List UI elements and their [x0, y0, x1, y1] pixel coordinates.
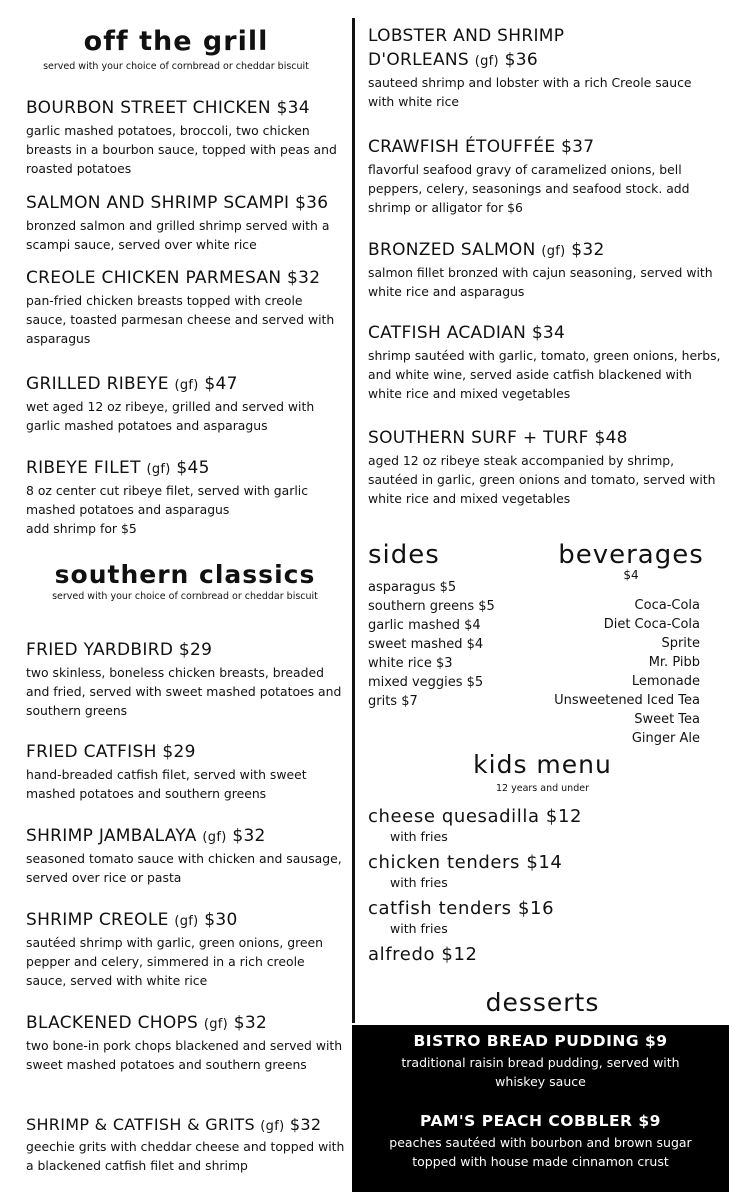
- kids-item-name: catfish tenders $16: [368, 898, 555, 919]
- beverage-item: Sprite: [661, 636, 700, 651]
- gf-tag: (gf): [174, 914, 199, 929]
- beverages-title: beverages: [558, 540, 704, 570]
- kids-item-name: alfredo $12: [368, 944, 478, 965]
- item-name: [26, 1013, 346, 1033]
- menu-item: [26, 640, 346, 720]
- sides-title: sides: [368, 540, 440, 570]
- off-the-grill-title: off the grill: [83, 26, 269, 57]
- item-title: GRILLED RIBEYE: [26, 374, 169, 394]
- item-desc: wet aged 12 oz ribeye, grilled and served with garlic mashed potatoes and asparagus: [26, 399, 315, 433]
- gf-tag: (gf): [541, 244, 566, 259]
- kids-item: [368, 898, 554, 936]
- item-name: [26, 374, 346, 394]
- item-desc: two skinless, boneless chicken breasts, breaded and fried, served with sweet mashed potatoes and southern greens: [26, 665, 342, 718]
- item-title: RIBEYE FILET: [26, 458, 141, 478]
- gf-tag: (gf): [474, 54, 499, 69]
- item-name: FRIED CATFISH $29: [26, 742, 196, 762]
- item-desc: pan-fried chicken breasts topped with creole sauce, toasted parmesan cheese and served with asparagus: [26, 293, 335, 346]
- southern-classics-header: [0, 560, 370, 602]
- off-the-grill-header: [0, 26, 352, 72]
- item-price: $32: [289, 1115, 322, 1134]
- item-desc: geechie grits with cheddar cheese and topped with a blackened catfish filet and shrimp: [26, 1139, 345, 1173]
- item-desc: hand-breaded catfish filet, served with sweet mashed potatoes and southern greens: [26, 767, 307, 801]
- menu-item: [26, 910, 346, 990]
- item-name: FRIED YARDBIRD $29: [26, 640, 213, 660]
- item-desc: salmon fillet bronzed with cajun seasoning, served with white rice and asparagus: [368, 265, 713, 299]
- item-desc: bronzed salmon and grilled shrimp served with a scampi sauce, served over white rice: [26, 218, 330, 252]
- dessert-name: BISTRO BREAD PUDDING $9: [413, 1032, 668, 1050]
- southern-classics-note: served with your choice of cornbread or cheddar biscuit: [52, 591, 318, 602]
- beverage-item: Coca-Cola: [634, 598, 700, 613]
- item-name: CREOLE CHICKEN PARMESAN $32: [26, 268, 321, 288]
- desserts-title: desserts: [485, 988, 600, 1017]
- item-name: SALMON AND SHRIMP SCAMPI $36: [26, 193, 329, 213]
- kids-item-name: cheese quesadilla $12: [368, 806, 583, 827]
- kids-item-sub: with fries: [390, 875, 448, 890]
- menu-item: [26, 1013, 346, 1074]
- beverage-item: Diet Coca-Cola: [603, 617, 700, 632]
- item-title: D'ORLEANS: [368, 50, 470, 70]
- item-price: $32: [232, 826, 266, 846]
- item-desc: flavorful seafood gravy of caramelized onions, bell peppers, celery, seasonings and seafood stock. add shrimp or alligator for $6: [368, 162, 690, 215]
- menu-item: [26, 742, 346, 803]
- gf-tag: (gf): [202, 830, 227, 845]
- item-desc: garlic mashed potatoes, broccoli, two chicken breasts in a bourbon sauce, topped with peas and roasted potatoes: [26, 123, 337, 176]
- gf-tag: (gf): [260, 1119, 285, 1134]
- menu-item: [26, 193, 346, 254]
- menu-item: [368, 26, 721, 111]
- dessert-item: [352, 1032, 729, 1091]
- item-title: SHRIMP CREOLE: [26, 910, 169, 930]
- item-desc: shrimp sautéed with garlic, tomato, green onions, herbs, and white wine, served aside catfish blackened with white rice and mixed vegetables: [368, 348, 721, 401]
- gf-tag: (gf): [174, 378, 199, 393]
- item-desc: two bone-in pork chops blackened and served with sweet mashed potatoes and southern greens: [26, 1038, 343, 1072]
- item-desc-addon: add shrimp for $5: [26, 521, 137, 536]
- kids-menu-title: kids menu: [473, 750, 612, 779]
- menu-item: [26, 458, 346, 538]
- item-name: BOURBON STREET CHICKEN $34: [26, 98, 310, 118]
- dessert-name: PAM'S PEACH COBBLER $9: [420, 1112, 661, 1130]
- off-the-grill-note: served with your choice of cornbread or cheddar biscuit: [43, 61, 309, 72]
- side-item: garlic mashed $4: [368, 618, 481, 633]
- item-name: [26, 910, 346, 930]
- item-name: [26, 1115, 346, 1134]
- side-item: mixed veggies $5: [368, 675, 484, 690]
- menu-item: [368, 323, 721, 403]
- side-item: southern greens $5: [368, 599, 495, 614]
- menu-item: [368, 240, 721, 301]
- gf-tag: (gf): [146, 462, 171, 477]
- item-name: LOBSTER AND SHRIMP: [368, 26, 565, 46]
- item-name: CATFISH ACADIAN $34: [368, 323, 566, 343]
- item-price: $47: [204, 374, 238, 394]
- item-name: [26, 826, 346, 846]
- southern-classics-title: southern classics: [54, 560, 316, 589]
- kids-item: [368, 806, 582, 844]
- beverages-price: $4: [623, 568, 639, 582]
- item-title: SHRIMP & CATFISH & GRITS: [26, 1115, 255, 1134]
- beverage-item: Sweet Tea: [634, 712, 700, 727]
- beverage-item: Mr. Pibb: [648, 655, 700, 670]
- item-price: $30: [204, 910, 238, 930]
- beverage-item: Lemonade: [631, 674, 700, 689]
- item-title: BLACKENED CHOPS: [26, 1013, 199, 1033]
- menu-item: [26, 98, 346, 178]
- menu-item: [26, 1115, 346, 1175]
- menu-item: [368, 428, 721, 508]
- item-desc: [26, 481, 346, 538]
- kids-item-sub: with fries: [390, 921, 448, 936]
- kids-item-sub: with fries: [390, 829, 448, 844]
- item-desc-main: 8 oz center cut ribeye filet, served with garlic mashed potatoes and asparagus: [26, 483, 309, 517]
- dessert-item: [352, 1112, 729, 1171]
- side-item: grits $7: [368, 694, 418, 709]
- menu-item: [26, 826, 346, 887]
- beverage-item: Ginger Ale: [631, 731, 700, 746]
- menu-item: [26, 374, 346, 435]
- side-item: sweet mashed $4: [368, 637, 484, 652]
- dessert-desc: traditional raisin bread pudding, served with whiskey sauce: [401, 1055, 680, 1089]
- beverage-item: Unsweetened Iced Tea: [554, 693, 700, 708]
- sides-list: [368, 578, 495, 711]
- item-desc: sautéed shrimp with garlic, green onions, green pepper and celery, simmered in a rich creole sauce, served with white rice: [26, 935, 324, 988]
- gf-tag: (gf): [203, 1017, 229, 1032]
- item-name: [26, 458, 346, 478]
- item-desc: seasoned tomato sauce with chicken and sausage, served over rice or pasta: [26, 851, 342, 885]
- column-divider: [352, 18, 355, 1023]
- kids-item: [368, 852, 563, 890]
- item-desc: aged 12 oz ribeye steak accompanied by shrimp, sautéed in garlic, green onions and tomato, served with white rice and mixed vegetables: [368, 453, 716, 506]
- item-name: [368, 240, 721, 260]
- item-price: $45: [176, 458, 210, 478]
- item-price: $32: [233, 1013, 268, 1033]
- beverages-list: [554, 596, 700, 748]
- item-price: $36: [504, 50, 538, 70]
- item-name-line2: [368, 50, 721, 70]
- item-name: SOUTHERN SURF + TURF $48: [368, 428, 628, 448]
- item-price: $32: [571, 240, 605, 260]
- menu-item: [368, 137, 721, 217]
- side-item: asparagus $5: [368, 580, 457, 595]
- kids-item: [368, 944, 478, 965]
- item-title: SHRIMP JAMBALAYA: [26, 826, 197, 846]
- kids-menu-note: 12 years and under: [496, 783, 589, 794]
- item-title: BRONZED SALMON: [368, 240, 536, 260]
- desserts-box: [352, 1025, 729, 1192]
- menu-item: [26, 268, 346, 348]
- kids-menu-header: [356, 750, 729, 794]
- beverages-header: [551, 540, 711, 582]
- side-item: white rice $3: [368, 656, 453, 671]
- item-name: CRAWFISH ÉTOUFFÉE $37: [368, 137, 595, 157]
- kids-item-name: chicken tenders $14: [368, 852, 563, 873]
- item-desc: sauteed shrimp and lobster with a rich Creole sauce with white rice: [368, 75, 692, 109]
- dessert-desc: peaches sautéed with bourbon and brown sugar topped with house made cinnamon crust: [389, 1135, 692, 1169]
